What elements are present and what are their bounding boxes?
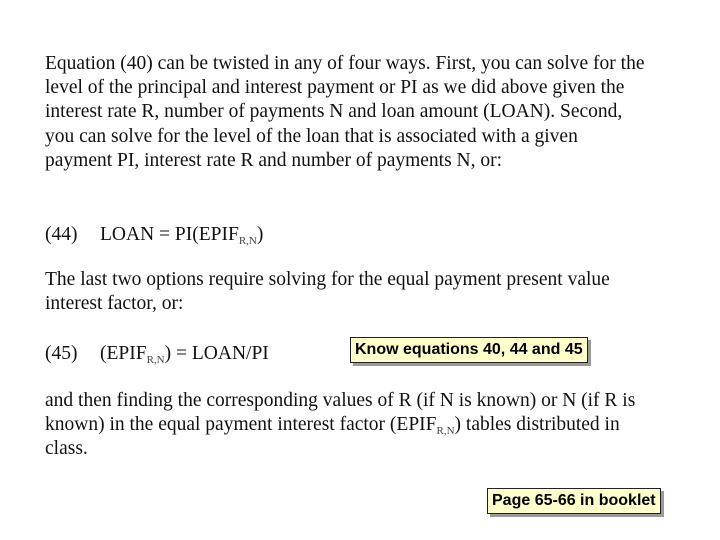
equation-text-end: ) = LOAN/PI — [164, 343, 269, 364]
intro-line: payment PI, interest rate R and number of payments N, or: — [45, 149, 503, 171]
options-line: The last two options require solving for the equal payment present value — [45, 269, 610, 290]
closing-line — [45, 413, 635, 437]
closing-text-end: ) tables distributed in — [454, 414, 620, 436]
equation-text: (EPIF — [100, 343, 147, 364]
equation-subscript: R,N — [238, 235, 257, 247]
closing-text: known) in the equal payment interest factor (EPIF — [45, 414, 437, 436]
closing-paragraph — [45, 389, 635, 462]
intro-line: you can solve for the level of the loan that is associated with a given — [45, 125, 578, 147]
equation-subscript: R,N — [146, 354, 165, 366]
equation-number: (45) — [45, 343, 78, 364]
equation-text-end: ) — [256, 224, 264, 245]
page-reference-callout: Page 65-66 in booklet — [487, 488, 661, 514]
intro-line: Equation (40) can be twisted in any of four ways. First, you can solve for the — [45, 53, 645, 74]
options-paragraph — [45, 268, 610, 316]
options-line: interest factor, or: — [45, 293, 184, 315]
closing-subscript: R,N — [436, 425, 455, 438]
equation-text: LOAN = PI(EPIF — [100, 224, 239, 245]
intro-line: level of the principal and interest payment or PI as we did above given the — [45, 77, 625, 99]
equation-number: (44) — [45, 224, 78, 245]
equation-45 — [45, 342, 269, 366]
know-equations-callout: Know equations 40, 44 and 45 — [350, 337, 588, 363]
closing-line: class. — [45, 438, 88, 460]
intro-paragraph — [45, 52, 644, 173]
equation-44 — [45, 223, 263, 247]
closing-line: and then finding the corresponding values of R (if N is known) or N (if R is — [45, 390, 636, 411]
intro-line: interest rate R, number of payments N and loan amount (LOAN). Second, — [45, 101, 623, 123]
